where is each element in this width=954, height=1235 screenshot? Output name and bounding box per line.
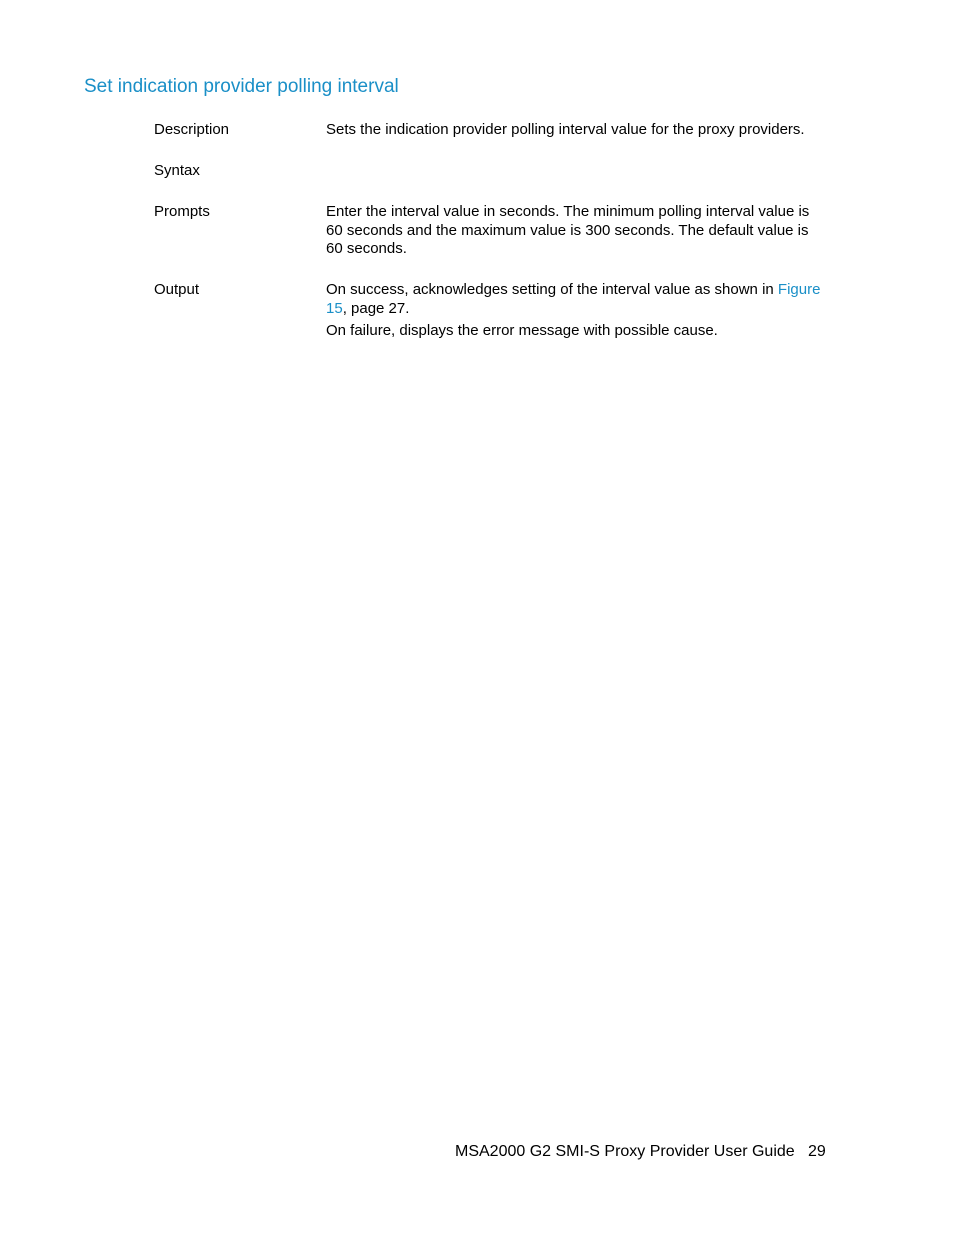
- prompts-value: [326, 203, 826, 259]
- description-label: Description: [154, 121, 230, 138]
- syntax-label: Syntax: [154, 162, 200, 179]
- figure-link[interactable]: Figure: [777, 281, 821, 298]
- prompts-line-2: 60 seconds and the maximum value is 300 seconds. The default value is: [326, 221, 809, 239]
- output-label: Output: [154, 281, 200, 298]
- figure-number-link[interactable]: 15: [326, 299, 343, 317]
- output-failure-text: On failure, displays the error message with possible cause.: [326, 322, 718, 339]
- description-value: [326, 121, 826, 140]
- prompts-label: Prompts: [154, 203, 210, 220]
- prompts-line-1: Enter the interval value in seconds. The minimum polling interval value is: [326, 203, 810, 220]
- prompts-text: [326, 203, 826, 259]
- output-success-prefix: On success, acknowledges setting of the interval value as shown in: [326, 281, 778, 298]
- prompts-line-3: 60 seconds.: [326, 240, 407, 257]
- page-number: 29: [808, 1143, 826, 1160]
- page-footer: [455, 1143, 826, 1161]
- output-success-text: [326, 281, 826, 318]
- output-success-suffix: , page 27.: [342, 299, 410, 317]
- output-value: [326, 281, 826, 341]
- section-heading: Set indication provider polling interval: [84, 76, 399, 97]
- description-text: Sets the indication provider polling interval value for the proxy providers.: [326, 121, 805, 138]
- footer-guide-title: MSA2000 G2 SMI-S Proxy Provider User Guide: [455, 1143, 795, 1160]
